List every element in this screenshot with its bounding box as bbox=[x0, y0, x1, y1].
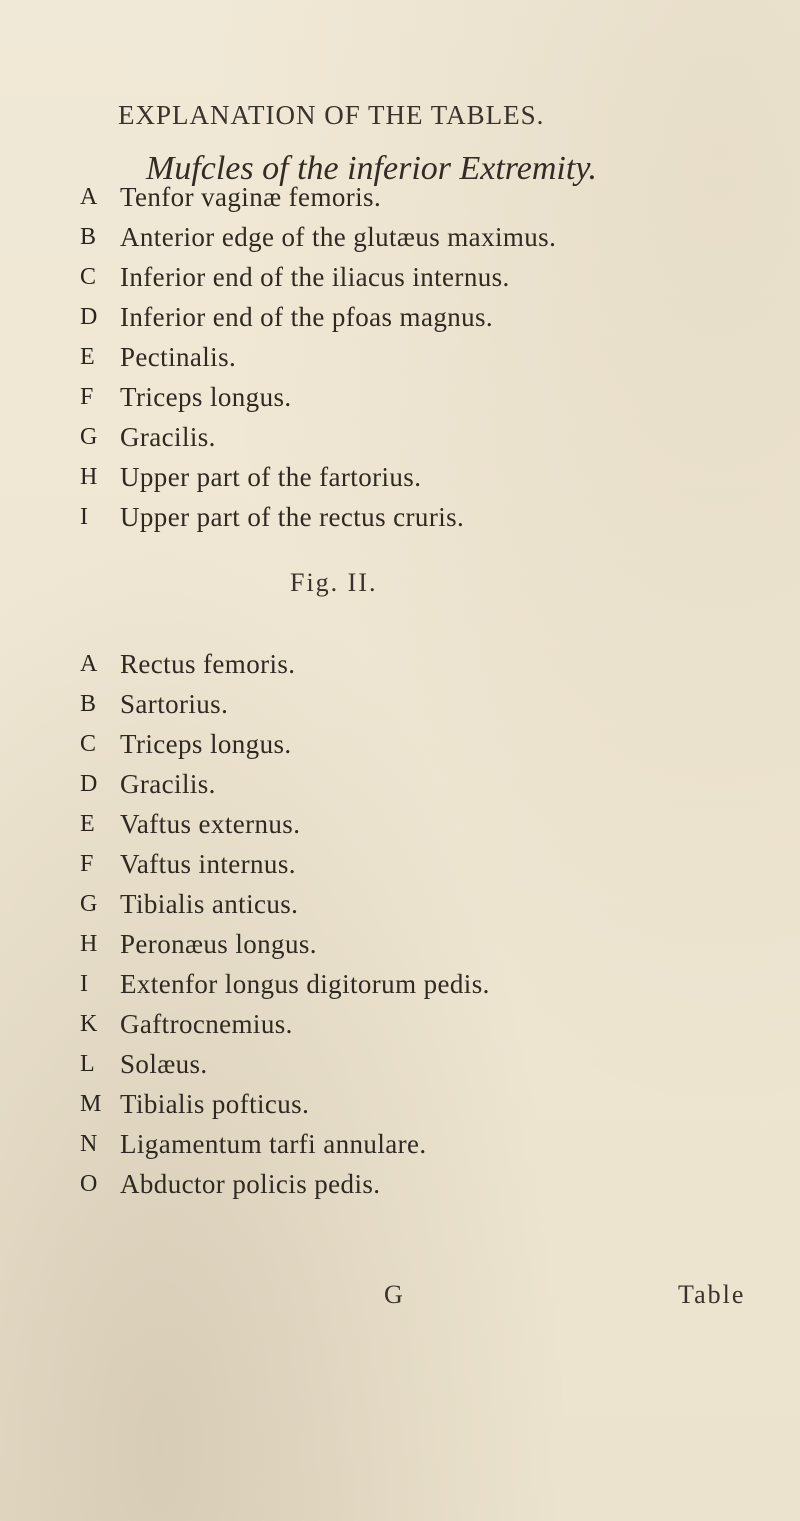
item-letter: B bbox=[80, 224, 97, 250]
item-letter: H bbox=[80, 464, 98, 490]
signature-mark: G bbox=[384, 1280, 403, 1309]
item-letter: B bbox=[80, 691, 97, 717]
item-letter: E bbox=[80, 344, 95, 370]
catchword: Table bbox=[678, 1280, 746, 1309]
item-name: Triceps longus. bbox=[120, 382, 292, 412]
running-head: EXPLANATION OF THE TABLES. bbox=[118, 100, 545, 130]
item-letter: F bbox=[80, 851, 94, 877]
item-letter: D bbox=[80, 771, 98, 797]
item-name: Gracilis. bbox=[120, 422, 216, 452]
section-title: Mufcles of the inferior Extremity. bbox=[146, 150, 598, 187]
item-name: Tibialis anticus. bbox=[120, 889, 299, 919]
item-letter: A bbox=[80, 184, 98, 210]
item-name: Gaftrocnemius. bbox=[120, 1009, 293, 1039]
item-letter: A bbox=[80, 651, 98, 677]
item-letter: D bbox=[80, 304, 98, 330]
item-letter: M bbox=[80, 1091, 102, 1117]
item-letter: K bbox=[80, 1011, 98, 1037]
figure-heading: Fig. II. bbox=[290, 568, 378, 597]
item-name: Sartorius. bbox=[120, 689, 229, 719]
item-letter: I bbox=[80, 504, 88, 530]
item-name: Vaftus internus. bbox=[120, 849, 296, 879]
item-name: Ligamentum tarfi annulare. bbox=[120, 1129, 427, 1159]
item-letter: N bbox=[80, 1131, 98, 1157]
item-name: Upper part of the rectus cruris. bbox=[120, 502, 465, 532]
item-letter: O bbox=[80, 1171, 98, 1197]
item-name: Peronæus longus. bbox=[120, 929, 317, 959]
item-name: Triceps longus. bbox=[120, 729, 292, 759]
item-letter: H bbox=[80, 931, 98, 957]
item-letter: G bbox=[80, 424, 98, 450]
item-letter: F bbox=[80, 384, 94, 410]
item-name: Upper part of the fartorius. bbox=[120, 462, 422, 492]
item-letter: I bbox=[80, 971, 88, 997]
item-letter: L bbox=[80, 1051, 95, 1077]
item-name: Tenfor vaginæ femoris. bbox=[120, 182, 382, 212]
item-name: Gracilis. bbox=[120, 769, 216, 799]
item-name: Vaftus externus. bbox=[120, 809, 301, 839]
item-letter: E bbox=[80, 811, 95, 837]
item-name: Inferior end of the iliacus internus. bbox=[120, 262, 510, 292]
item-name: Tibialis pofticus. bbox=[120, 1089, 310, 1119]
item-name: Solæus. bbox=[120, 1049, 208, 1079]
item-letter: C bbox=[80, 264, 97, 290]
item-name: Anterior edge of the glutæus maximus. bbox=[120, 222, 557, 252]
item-name: Rectus femoris. bbox=[120, 649, 296, 679]
item-name: Extenfor longus digitorum pedis. bbox=[120, 969, 490, 999]
item-letter: C bbox=[80, 731, 97, 757]
item-name: Abductor policis pedis. bbox=[120, 1169, 381, 1199]
item-letter: G bbox=[80, 891, 98, 917]
item-name: Inferior end of the pfoas magnus. bbox=[120, 302, 494, 332]
item-name: Pectinalis. bbox=[120, 342, 237, 372]
